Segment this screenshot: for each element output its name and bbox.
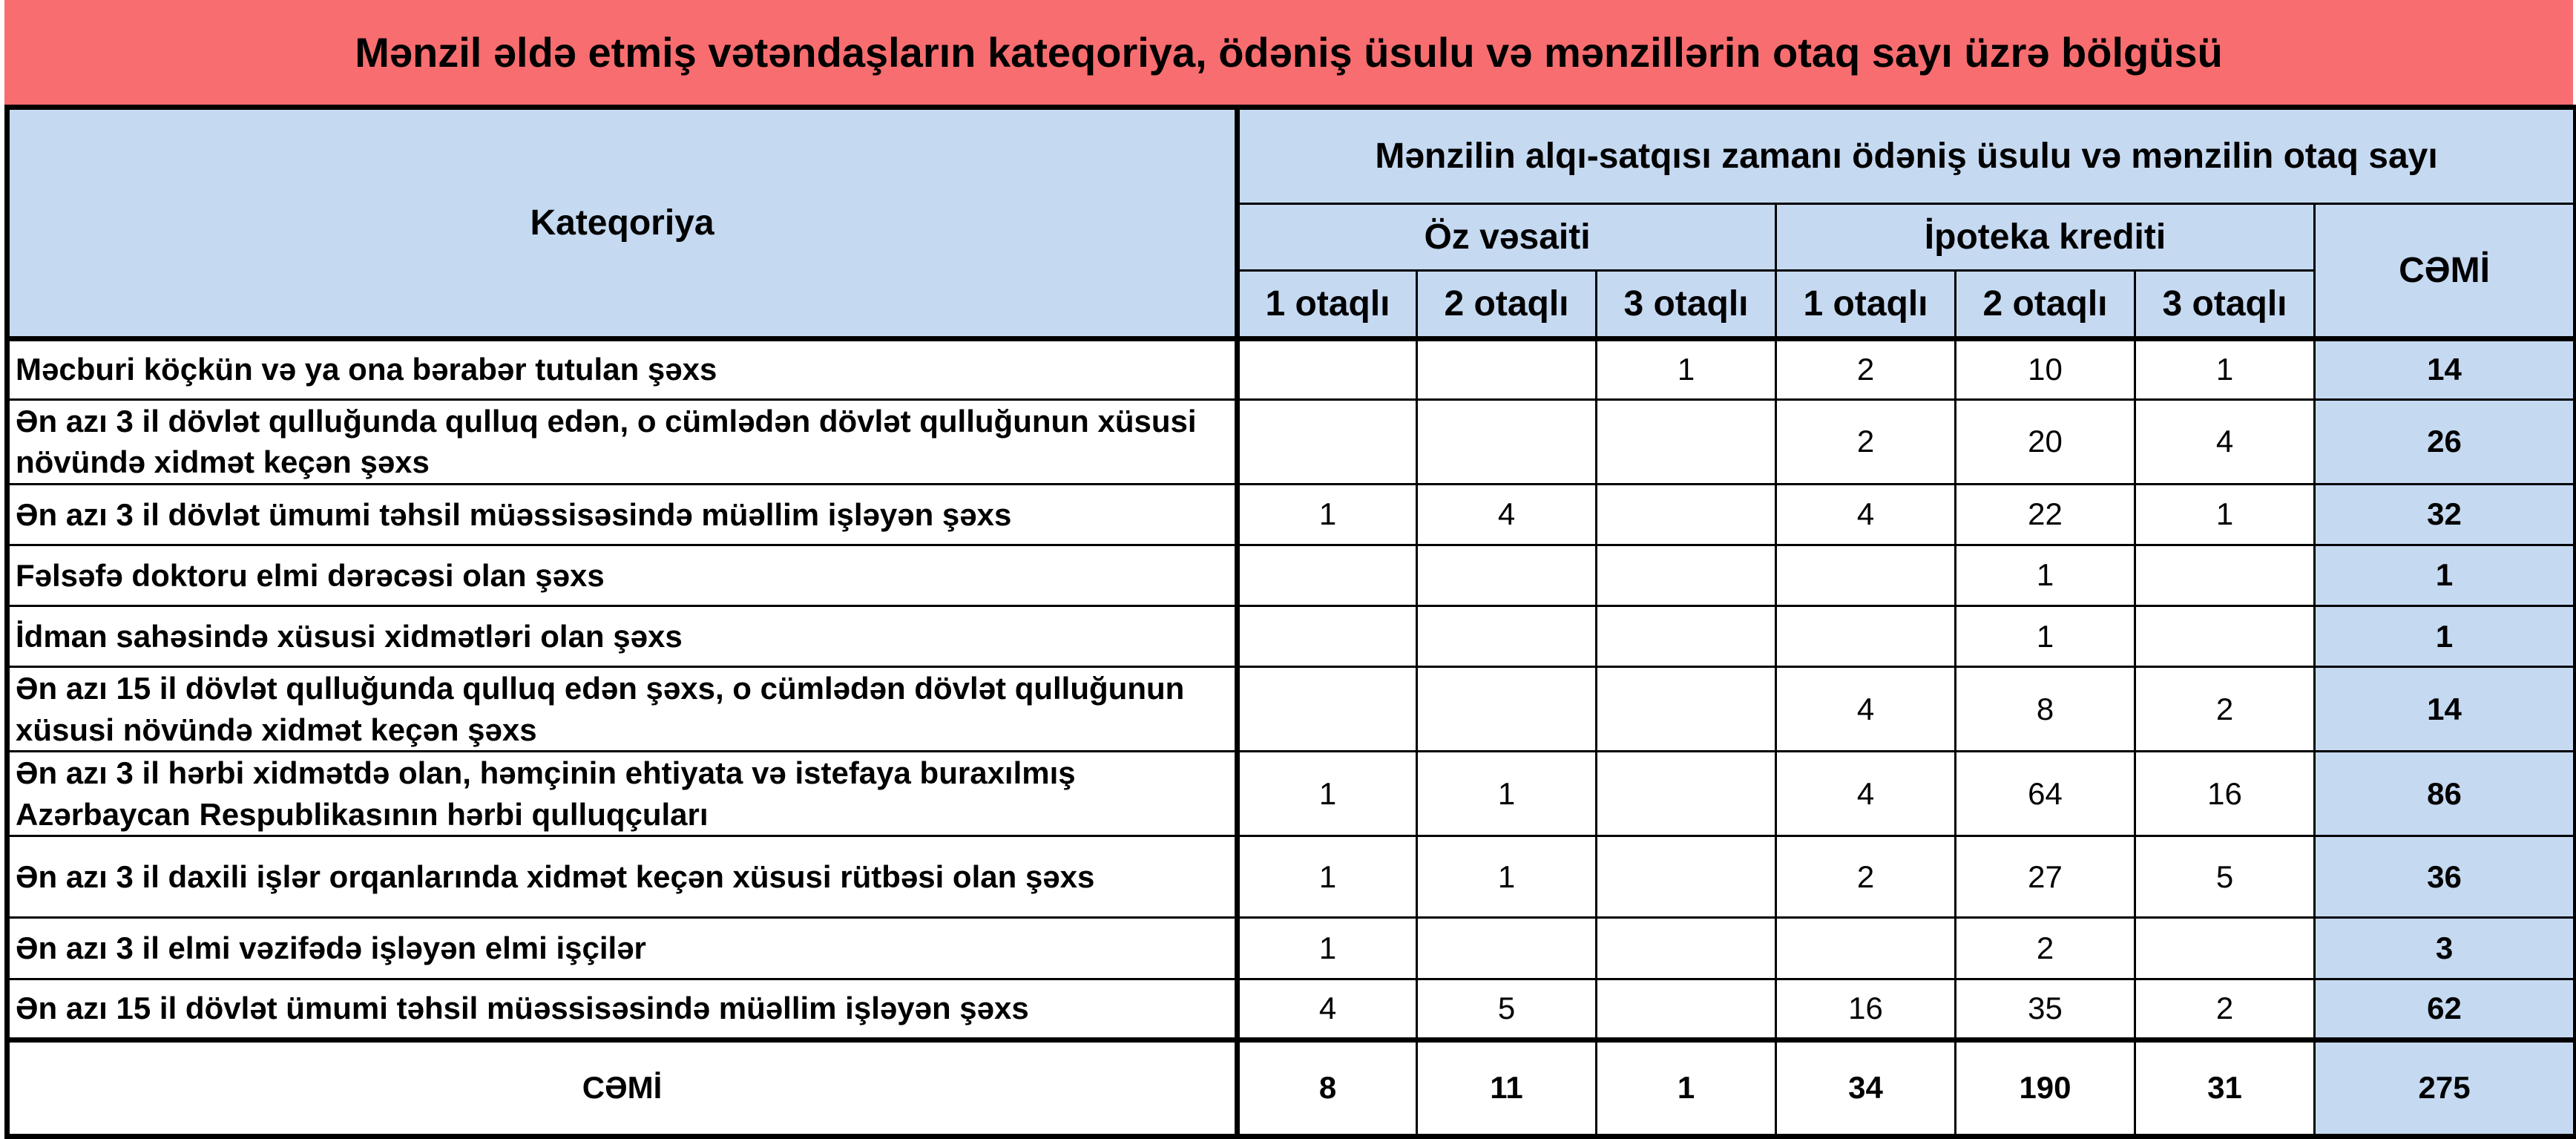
row-category: Ən azı 3 il dövlət qulluğunda qulluq edən, o cümlədən dövlət qulluğunun xüsusi növündə xidmət keçən şəxs <box>7 399 1238 484</box>
row-category: Məcburi köçkün və ya ona bərabər tutulan şəxs <box>7 338 1238 399</box>
row-value <box>1417 605 1597 666</box>
row-total: 62 <box>2315 979 2576 1040</box>
row-value <box>1417 667 1597 752</box>
row-total: 1 <box>2315 545 2576 605</box>
row-value: 4 <box>1417 484 1597 545</box>
grand-total: 275 <box>2315 1040 2576 1136</box>
table-title: Mənzil əldə etmiş vətəndaşların kateqoriya, ödəniş üsulu və mənzillərin otaq sayı üzrə bölgüsü <box>4 0 2573 105</box>
row-value: 2 <box>1776 836 1956 918</box>
row-total: 3 <box>2315 918 2576 979</box>
row-value <box>1417 918 1597 979</box>
row-value: 64 <box>1956 752 2135 836</box>
header-own-funds: Öz vəsaiti <box>1238 204 1776 271</box>
data-table <box>4 105 2576 1139</box>
row-value <box>1597 918 1776 979</box>
row-value: 2 <box>2135 979 2315 1040</box>
row-total: 32 <box>2315 484 2576 545</box>
row-value: 1 <box>2135 484 2315 545</box>
row-category: İdman sahəsində xüsusi xidmətləri olan şəxs <box>7 605 1238 666</box>
row-value: 27 <box>1956 836 2135 918</box>
row-value <box>1597 605 1776 666</box>
row-value: 2 <box>1776 338 1956 399</box>
row-value: 16 <box>2135 752 2315 836</box>
totals-value: 11 <box>1417 1040 1597 1136</box>
row-value: 35 <box>1956 979 2135 1040</box>
row-value <box>1238 399 1417 484</box>
row-value: 2 <box>1956 918 2135 979</box>
row-value: 2 <box>1776 399 1956 484</box>
row-value: 4 <box>2135 399 2315 484</box>
row-value: 10 <box>1956 338 2135 399</box>
row-value <box>1238 338 1417 399</box>
row-value: 4 <box>1776 752 1956 836</box>
table-row <box>7 484 2576 545</box>
row-value <box>1597 399 1776 484</box>
header-rooms-own-1: 1 otaqlı <box>1238 271 1417 338</box>
row-category: Ən azı 15 il dövlət qulluğunda qulluq edən şəxs, o cümlədən dövlət qulluğunun xüsusi növündə xidmət keçən şəxs <box>7 667 1238 752</box>
row-value <box>1597 667 1776 752</box>
totals-value: 190 <box>1956 1040 2135 1136</box>
row-value: 2 <box>2135 667 2315 752</box>
row-value <box>1417 545 1597 605</box>
row-value <box>1597 836 1776 918</box>
header-rooms-own-2: 2 otaqlı <box>1417 271 1597 338</box>
row-value <box>1597 545 1776 605</box>
header-total: CƏMİ <box>2315 204 2576 338</box>
row-value: 22 <box>1956 484 2135 545</box>
row-value: 1 <box>1417 752 1597 836</box>
table-row <box>7 667 2576 752</box>
row-category: Ən azı 3 il daxili işlər orqanlarında xidmət keçən xüsusi rütbəsi olan şəxs <box>7 836 1238 918</box>
row-value <box>1597 752 1776 836</box>
table-row <box>7 752 2576 836</box>
row-value <box>1776 605 1956 666</box>
totals-row <box>7 1040 2576 1136</box>
row-value <box>1238 667 1417 752</box>
table-row <box>7 338 2576 399</box>
row-value <box>2135 545 2315 605</box>
header-rooms-mortgage-2: 2 otaqlı <box>1956 271 2135 338</box>
row-value <box>1417 399 1597 484</box>
row-value <box>1597 979 1776 1040</box>
totals-value: 8 <box>1238 1040 1417 1136</box>
row-total: 26 <box>2315 399 2576 484</box>
row-value: 16 <box>1776 979 1956 1040</box>
row-value <box>1238 545 1417 605</box>
row-value: 4 <box>1776 484 1956 545</box>
row-value: 1 <box>2135 338 2315 399</box>
header-mortgage: İpoteka krediti <box>1776 204 2315 271</box>
row-value <box>1776 545 1956 605</box>
row-value <box>1238 605 1417 666</box>
table-row <box>7 918 2576 979</box>
table-row <box>7 605 2576 666</box>
row-value: 1 <box>1238 752 1417 836</box>
header-rooms-mortgage-1: 1 otaqlı <box>1776 271 1956 338</box>
row-value <box>1597 484 1776 545</box>
header-payment-method: Mənzilin alqı-satqısı zamanı ödəniş üsulu və mənzilin otaq sayı <box>1238 108 2576 204</box>
row-category: Ən azı 3 il dövlət ümumi təhsil müəssisəsində müəllim işləyən şəxs <box>7 484 1238 545</box>
table-row <box>7 399 2576 484</box>
totals-value: 34 <box>1776 1040 1956 1136</box>
row-total: 14 <box>2315 667 2576 752</box>
row-value: 8 <box>1956 667 2135 752</box>
row-value: 5 <box>2135 836 2315 918</box>
row-value: 1 <box>1956 545 2135 605</box>
row-category: Ən azı 3 il elmi vəzifədə işləyən elmi işçilər <box>7 918 1238 979</box>
row-value <box>2135 605 2315 666</box>
row-total: 86 <box>2315 752 2576 836</box>
table-row <box>7 836 2576 918</box>
row-value <box>1776 918 1956 979</box>
table-row <box>7 545 2576 605</box>
row-total: 1 <box>2315 605 2576 666</box>
row-value: 4 <box>1238 979 1417 1040</box>
header-rooms-mortgage-3: 3 otaqlı <box>2135 271 2315 338</box>
row-value <box>1417 338 1597 399</box>
totals-value: 1 <box>1597 1040 1776 1136</box>
row-value: 1 <box>1417 836 1597 918</box>
row-value: 1 <box>1597 338 1776 399</box>
row-category: Ən azı 15 il dövlət ümumi təhsil müəssisəsində müəllim işləyən şəxs <box>7 979 1238 1040</box>
table-row <box>7 979 2576 1040</box>
row-total: 36 <box>2315 836 2576 918</box>
row-value: 1 <box>1956 605 2135 666</box>
header-rooms-own-3: 3 otaqlı <box>1597 271 1776 338</box>
row-category: Ən azı 3 il hərbi xidmətdə olan, həmçinin ehtiyata və istefaya buraxılmış Azərbaycan Respublikasının hərbi qulluqçuları <box>7 752 1238 836</box>
row-total: 14 <box>2315 338 2576 399</box>
row-value: 1 <box>1238 836 1417 918</box>
row-value: 1 <box>1238 484 1417 545</box>
row-value: 5 <box>1417 979 1597 1040</box>
header-category: Kateqoriya <box>7 108 1238 339</box>
row-value: 20 <box>1956 399 2135 484</box>
row-value: 4 <box>1776 667 1956 752</box>
row-value <box>2135 918 2315 979</box>
row-value: 1 <box>1238 918 1417 979</box>
totals-label: CƏMİ <box>7 1040 1238 1136</box>
row-category: Fəlsəfə doktoru elmi dərəcəsi olan şəxs <box>7 545 1238 605</box>
totals-value: 31 <box>2135 1040 2315 1136</box>
